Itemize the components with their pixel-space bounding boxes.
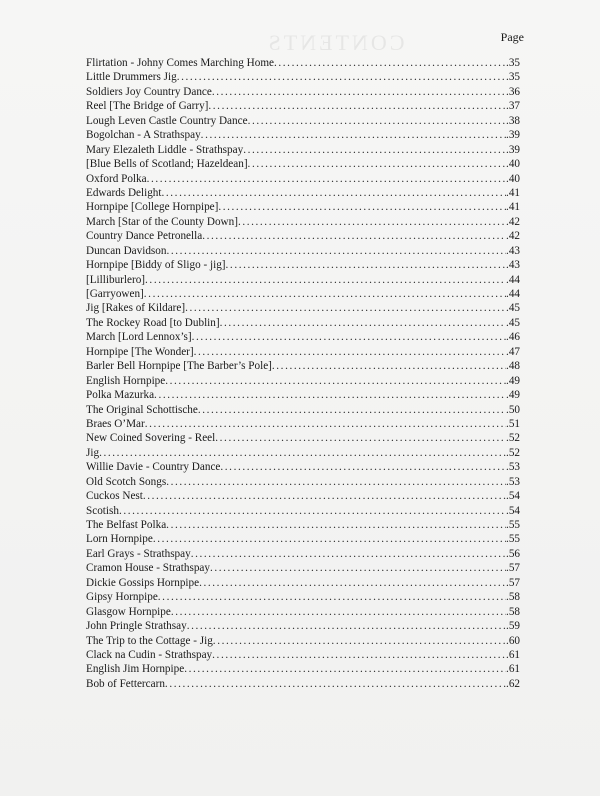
toc-entry-page-number: .44 — [506, 273, 520, 286]
dot-leader — [201, 128, 506, 142]
toc-entry-title: Hornpipe [Biddy of Sligo - jig] — [86, 259, 226, 272]
toc-entry-title: Flirtation - Johny Comes Marching Home — [86, 57, 274, 69]
dot-leader — [143, 489, 506, 503]
toc-entry — [86, 186, 520, 200]
dot-leader — [248, 157, 506, 171]
toc-entry-title: Bogolchan - A Strathspay — [86, 129, 201, 142]
dot-leader — [119, 504, 506, 518]
toc-entry-title: The Trip to the Cottage - Jig — [86, 634, 213, 647]
toc-entry-title: English Jim Hornpipe — [86, 663, 185, 676]
dot-leader — [153, 532, 506, 546]
toc-entry-title: John Pringle Strathsay — [86, 620, 187, 633]
toc-entry-page-number: .45 — [506, 316, 520, 329]
dot-leader — [218, 200, 506, 214]
toc-entry-page-number: .42 — [506, 215, 520, 228]
toc-entry-title: Scotish — [86, 504, 119, 517]
dot-leader — [208, 99, 506, 113]
toc-entry — [86, 345, 520, 359]
toc-entry — [86, 258, 520, 272]
dot-leader — [166, 475, 506, 489]
dot-leader — [165, 374, 506, 388]
dot-leader — [226, 258, 506, 272]
toc-entry-page-number: .38 — [506, 114, 520, 127]
dot-leader — [198, 403, 506, 417]
toc-entry-title: [Blue Bells of Scotland; Hazeldean] — [86, 158, 248, 171]
toc-entry-title: Duncan Davidson — [86, 244, 167, 257]
toc-entry-title: New Coined Sovering - Reel — [86, 432, 216, 445]
toc-entry-page-number: .42 — [506, 230, 520, 243]
dot-leader — [215, 431, 506, 445]
toc-entry — [86, 489, 520, 503]
toc-entry-page-number: .57 — [506, 562, 520, 575]
dot-leader — [166, 518, 506, 532]
dot-leader — [171, 605, 506, 619]
toc-entry-page-number: .62 — [506, 677, 520, 690]
toc-entry-page-number: .60 — [506, 634, 520, 647]
toc-entry — [86, 475, 520, 489]
toc-entry-title: Lough Leven Castle Country Dance — [86, 114, 248, 127]
toc-entry-title: Cuckos Nest — [86, 490, 143, 503]
dot-leader — [220, 316, 506, 330]
dot-leader — [185, 301, 506, 315]
toc-entry — [86, 114, 520, 128]
dot-leader — [184, 662, 506, 676]
toc-entry-page-number: .48 — [506, 360, 520, 373]
toc-entry-page-number: .53 — [506, 475, 520, 488]
toc-entry — [86, 143, 520, 157]
dot-leader — [248, 114, 506, 128]
toc-entry-page-number: .41 — [506, 186, 520, 199]
toc-entry-title: Polka Mazurka — [86, 389, 155, 402]
toc-entry — [86, 532, 520, 546]
toc-entry-title: The Belfast Polka — [86, 519, 167, 531]
toc-entry-title: Braes O’Mar — [86, 417, 145, 430]
toc-entry-title: The Rockey Road [to Dublin] — [86, 316, 220, 329]
dot-leader — [154, 388, 506, 402]
toc-entry-title: Jig — [86, 446, 100, 459]
dot-leader — [238, 215, 506, 229]
toc-entry — [86, 518, 520, 532]
dot-leader — [213, 634, 506, 648]
toc-entry-page-number: .53 — [506, 461, 520, 474]
toc-entry-title: Gipsy Hornpipe — [86, 591, 158, 604]
toc-entry-page-number: .49 — [506, 389, 520, 402]
toc-entry — [86, 330, 520, 344]
toc-entry — [86, 403, 520, 417]
toc-entry — [86, 417, 520, 431]
toc-entry-page-number: .51 — [506, 417, 520, 430]
toc-entry — [86, 677, 520, 691]
dot-leader — [274, 56, 506, 70]
toc-entry-title: English Hornpipe — [86, 374, 166, 387]
dot-leader — [194, 345, 506, 359]
toc-entry — [86, 634, 520, 648]
toc-entry-page-number: .59 — [506, 620, 520, 633]
dot-leader — [147, 172, 506, 186]
toc-entry — [86, 374, 520, 388]
toc-entry — [86, 70, 520, 84]
dot-leader — [243, 143, 506, 157]
toc-entry-page-number: .57 — [506, 576, 520, 589]
dot-leader — [99, 446, 506, 460]
toc-entry-title: [Lilliburlero] — [86, 273, 146, 286]
toc-entry — [86, 605, 520, 619]
page-column-label: Page — [500, 30, 524, 44]
toc-entry-page-number: .40 — [506, 158, 520, 171]
toc-entry-page-number: .39 — [506, 143, 520, 156]
dot-leader — [272, 359, 506, 373]
toc-entry-page-number: .40 — [506, 172, 520, 185]
toc-entry-title: Hornpipe [College Hornpipe] — [86, 201, 219, 214]
dot-leader — [144, 287, 506, 301]
toc-entry — [86, 200, 520, 214]
dot-leader — [177, 70, 506, 84]
toc-entry — [86, 460, 520, 474]
toc-entry-page-number: .35 — [506, 71, 520, 84]
toc-entry-title: Reel [The Bridge of Garry] — [86, 100, 209, 113]
toc-entry — [86, 99, 520, 113]
dot-leader — [145, 273, 506, 287]
dot-leader — [187, 619, 506, 633]
toc-entry-page-number: .61 — [506, 663, 520, 676]
dot-leader — [162, 186, 507, 200]
toc-entry — [86, 431, 520, 445]
dot-leader — [202, 229, 506, 243]
toc-entry-page-number: .44 — [506, 288, 520, 300]
toc-entry-page-number: .46 — [506, 331, 520, 344]
toc-entry-title: March [Lord Lennox’s] — [86, 331, 192, 344]
toc-entry-page-number: .55 — [506, 533, 520, 546]
toc-entry-title: Country Dance Petronella — [86, 230, 203, 243]
toc-entry-page-number: .52 — [506, 432, 520, 445]
dot-leader — [145, 417, 506, 431]
toc-entry-page-number: .58 — [506, 591, 520, 604]
toc-entry — [86, 662, 520, 676]
toc-entry-page-number: .56 — [506, 547, 520, 560]
toc-entry-page-number: .43 — [506, 259, 520, 272]
toc-entry — [86, 244, 520, 258]
toc-entry-page-number: .39 — [506, 129, 520, 142]
toc-entry-title: Clack na Cudin - Strathspay — [86, 648, 213, 661]
toc-entry — [86, 157, 520, 171]
toc-entry-title: Hornpipe [The Wonder] — [86, 345, 194, 358]
toc-entry — [86, 56, 520, 70]
dot-leader — [165, 677, 506, 691]
toc-entry-title: Old Scotch Songs — [86, 475, 167, 488]
toc-entry — [86, 85, 520, 99]
toc-entry-page-number: .41 — [506, 201, 520, 214]
dot-leader — [212, 85, 506, 99]
toc-entry-title: Bob of Fettercarn — [86, 677, 165, 690]
toc-entry-title: Earl Grays - Strathspay — [86, 547, 191, 560]
toc-entry — [86, 388, 520, 402]
toc-entry-title: [Garryowen] — [86, 288, 144, 300]
toc-entry-title: The Original Schottische — [86, 403, 198, 416]
toc-entry — [86, 301, 520, 315]
toc-entry — [86, 172, 520, 186]
toc-entry — [86, 229, 520, 243]
table-of-contents — [86, 56, 520, 691]
toc-entry-title: Edwards Delight — [86, 186, 162, 199]
toc-entry-page-number: .55 — [506, 519, 520, 531]
toc-entry-page-number: .54 — [506, 490, 520, 503]
toc-entry-title: Soldiers Joy Country Dance — [86, 85, 212, 98]
toc-entry — [86, 504, 520, 518]
dot-leader — [212, 648, 506, 662]
toc-entry — [86, 547, 520, 561]
ghost-heading: CONTENTS — [265, 30, 405, 55]
toc-entry — [86, 648, 520, 662]
toc-entry-title: Willie Davie - Country Dance — [86, 461, 221, 474]
toc-entry-title: Barler Bell Hornpipe [The Barber’s Pole] — [86, 360, 272, 373]
toc-entry — [86, 590, 520, 604]
toc-entry — [86, 619, 520, 633]
toc-entry — [86, 316, 520, 330]
dot-leader — [191, 547, 506, 561]
toc-entry-page-number: .54 — [506, 504, 520, 517]
toc-entry — [86, 359, 520, 373]
toc-entry-title: Oxford Polka — [86, 172, 147, 185]
toc-entry-page-number: .47 — [506, 345, 520, 358]
toc-entry — [86, 215, 520, 229]
toc-entry-title: Cramon House - Strathspay — [86, 562, 210, 575]
dot-leader — [199, 576, 506, 590]
dot-leader — [192, 330, 506, 344]
toc-entry-page-number: .36 — [506, 85, 520, 98]
toc-entry-title: Glasgow Hornpipe — [86, 605, 171, 618]
toc-entry-page-number: .35 — [506, 57, 520, 69]
toc-entry-page-number: .52 — [506, 446, 520, 459]
toc-entry — [86, 446, 520, 460]
toc-entry-title: March [Star of the County Down] — [86, 215, 238, 228]
dot-leader — [220, 460, 506, 474]
toc-entry-title: Lorn Hornpipe — [86, 533, 153, 546]
dot-leader — [166, 244, 506, 258]
dot-leader — [158, 590, 506, 604]
toc-entry-page-number: .49 — [506, 374, 520, 387]
dot-leader — [210, 561, 506, 575]
toc-entry-page-number: .50 — [506, 403, 520, 416]
toc-entry-page-number: .43 — [506, 244, 520, 257]
toc-entry-page-number: .58 — [506, 605, 520, 618]
toc-entry — [86, 273, 520, 287]
toc-entry — [86, 561, 520, 575]
toc-entry-title: Little Drummers Jig — [86, 71, 177, 84]
toc-entry — [86, 128, 520, 142]
toc-entry-title: Mary Elezaleth Liddle - Strathspay — [86, 143, 244, 156]
toc-entry — [86, 576, 520, 590]
toc-entry-title: Dickie Gossips Hornpipe — [86, 576, 200, 589]
toc-entry-page-number: .61 — [506, 648, 520, 661]
toc-entry-title: Jig [Rakes of Kildare] — [86, 302, 186, 315]
toc-entry-page-number: .37 — [506, 100, 520, 113]
toc-entry-page-number: .45 — [506, 302, 520, 315]
toc-entry — [86, 287, 520, 301]
